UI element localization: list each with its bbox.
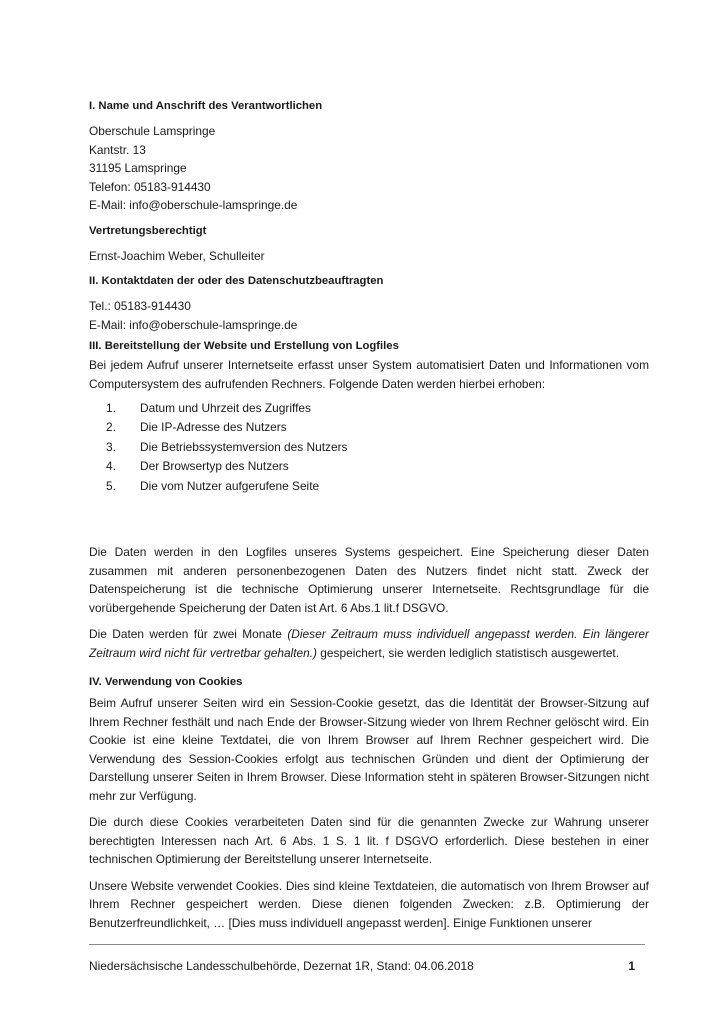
footer-text: Niedersächsische Landesschulbehörde, Dezernat 1R, Stand: 04.06.2018	[89, 959, 474, 973]
list-item	[89, 438, 649, 457]
footer-divider	[89, 944, 645, 945]
section-2-heading: II. Kontaktdaten der oder des Datenschutzbeauftragten	[89, 275, 384, 287]
page-footer	[89, 958, 645, 974]
logfile-storage-paragraph: Die Daten werden in den Logfiles unseres Systems gespeichert. Eine Speicherung dieser Daten zusammen mit anderen personenbezogenen Daten des Nutzers findet nicht statt. Zweck der Datenspeicherung ist die technische Optimierung unserer Internetseite. Rechtsgrundlage für die vorübergehende Speicherung der Daten ist Art. 6 Abs.1 lit.f DSGVO.	[89, 545, 649, 615]
list-number: 2.	[106, 420, 116, 435]
list-number: 1.	[106, 401, 116, 415]
list-item	[89, 399, 649, 418]
list-item	[89, 457, 649, 476]
list-text: Die vom Nutzer aufgerufene Seite	[140, 478, 320, 493]
address-line: Oberschule Lamspringe	[89, 124, 216, 138]
retention-paragraph	[89, 625, 649, 662]
spacer	[89, 496, 649, 543]
retention-note: (Dieser Zeitraum muss individuell angepasst werden. Ein längerer Zeitraum wird nicht für vertretbar gehalten.)	[89, 627, 649, 660]
list-text: Der Browsertyp des Nutzers	[140, 459, 289, 474]
address-line: Kantstr. 13	[89, 142, 146, 157]
address-block	[89, 122, 649, 215]
section-4-heading: IV. Verwendung von Cookies	[89, 676, 243, 689]
cookies-paragraph-2: Die durch diese Cookies verarbeiteten Daten sind für die genannten Zwecke zur Wahrung unserer berechtigten Interessen nach Art. 6 Abs. 1 S. 1 lit. f DSGVO erforderlich. Diese bestehen in einer technischen Optimierung der Bereitstellung unserer Internetseite.	[89, 815, 649, 867]
logged-data-list	[89, 399, 649, 496]
list-item	[89, 477, 649, 496]
list-number: 3.	[106, 439, 116, 454]
page-number: 1	[628, 959, 635, 973]
list-text: Die IP-Adresse des Nutzers	[140, 420, 287, 435]
section-3-heading: III. Bereitstellung der Website und Erstellung von Logfiles	[89, 340, 399, 352]
retention-text-end: gespeichert, sie werden lediglich statistisch ausgewertet.	[317, 645, 620, 660]
page-content	[89, 98, 649, 940]
cookies-paragraph-3: Unsere Website verwendet Cookies. Dies sind kleine Textdateien, die automatisch von Ihrem Browser auf Ihrem Rechner gespeichert werden. Diese dienen folgenden Zwecken: z.B. Optimierung der Benutzerfreundlichkeit, … [Dies muss individuell angepasst werden]. Einige Funktionen unserer	[89, 878, 649, 930]
list-number: 5.	[106, 478, 116, 493]
section-1-heading: I. Name und Anschrift des Verantwortlichen	[89, 100, 323, 112]
address-line: 31195 Lamspringe	[89, 161, 187, 175]
address-line: Telefon: 05183-914430	[89, 179, 211, 194]
cookies-paragraph-1: Beim Aufruf unserer Seiten wird ein Session-Cookie gesetzt, das die Identität der Browser-Sitzung auf Ihrem Rechner festhält und nach Ende der Browser-Sitzung wieder von Ihrem Rechner gelöscht wird. Ein Cookie ist eine kleine Textdatei, die von Ihrem Browser auf Ihrem Rechner gespeichert wird. Die Verwendung des Session-Cookies erfolgt aus technischen Gründen und dient der Optimierung der Darstellung unserer Seiten in Ihrem Browser. Diese Information steht in späteren Browser-Sitzungen nicht mehr zur Verfügung.	[89, 696, 649, 803]
list-text: Datum und Uhrzeit des Zugriffes	[140, 401, 311, 415]
representative-heading: Vertretungsberechtigt	[89, 224, 207, 237]
address-line: E-Mail: info@oberschule-lamspringe.de	[89, 198, 298, 212]
section-3-intro: Bei jedem Aufruf unserer Internetseite erfasst unser System automatisiert Daten und Informationen vom Computersystem des aufrufenden Rechners. Folgende Daten werden hierbei erhoben:	[89, 358, 649, 391]
list-number: 4.	[106, 459, 116, 474]
list-text: Die Betriebssystemversion des Nutzers	[140, 439, 348, 454]
retention-text: Die Daten werden für zwei Monate	[89, 627, 288, 642]
representative-name: Ernst-Joachim Weber, Schulleiter	[89, 248, 265, 263]
list-item	[89, 418, 649, 437]
contact-line: Tel.: 05183-914430	[89, 299, 191, 313]
contact-line: E-Mail: info@oberschule-lamspringe.de	[89, 317, 298, 332]
contact-block	[89, 297, 649, 334]
